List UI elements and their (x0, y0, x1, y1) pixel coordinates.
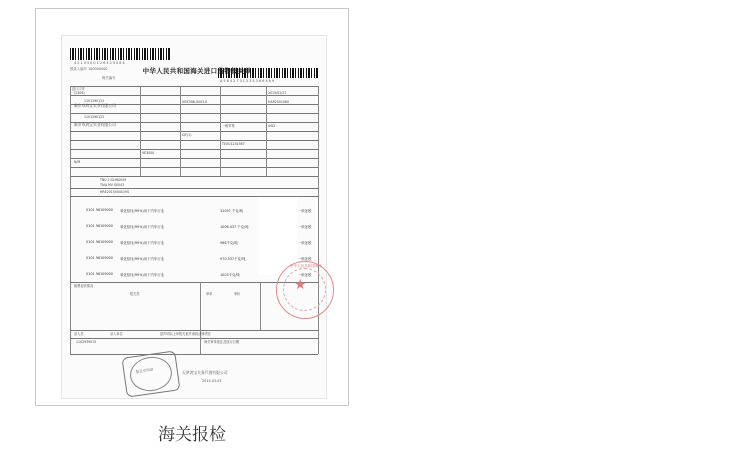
document-image-frame[interactable] (35, 8, 349, 406)
voucher: HRE2015/0001/VS (100, 190, 130, 194)
footer-label: 海关审单批注及放行日期 (204, 340, 240, 344)
remarks-label: 录入员 (74, 332, 84, 336)
currency: USD (268, 124, 275, 128)
goods-item-4-tax: 一般征税 (298, 257, 312, 261)
receiver-code: 1101290122 (84, 99, 105, 103)
goods-item-5-tax: 一般征税 (298, 273, 312, 277)
goods-item-3-qty: 966千克/吨 (220, 241, 238, 245)
agent-code: 1102939015 (76, 340, 97, 344)
goods-item-2-name: 氧化铝钛(99%)用于汽车行业 (120, 225, 165, 229)
goods-item-4-qty: 970.337千克/吨 (220, 257, 246, 261)
preentry-value: 100000000 (88, 67, 108, 71)
customs-declaration-document (61, 35, 327, 399)
vessel: TAIA MV S0043 (100, 183, 125, 187)
goods-item-1-qty: 31097 千克/吨 (220, 209, 244, 213)
consignee-code: 1101290122 (84, 115, 105, 119)
consignee-name: 新乡市鸿宝实业有限公司 (74, 122, 116, 127)
goods-item-5-name: 氧化铝钛(99%)用于汽车行业 (120, 273, 165, 277)
goods-item-1-code: 0101 96109000 (86, 208, 113, 212)
receiver-name: 新乡市鸿宝实业有限公司 (74, 103, 116, 108)
goods-item-3-code: 0101 96109000 (86, 240, 113, 244)
entry-unit-label: 录入单位 (110, 332, 123, 336)
container-number: TEXU1234567 (222, 142, 245, 146)
transport-id: VS9708L5003.0 (182, 100, 208, 104)
preentry-label: 预录入编号 (70, 67, 87, 71)
star-icon: ★ (294, 277, 307, 293)
goods-item-4-name: 氧化铝钛(99%)用于汽车行业 (120, 257, 165, 261)
barcode-top-left-number: 4 2 1 0 5 0 0 1 2 6 4 2 9 5 8 4 (74, 61, 125, 65)
tax-header-2: 报关员 (130, 292, 140, 296)
declare-date: 2015/02/27 (268, 91, 287, 95)
goods-item-4-code: 0101 96109000 (86, 256, 113, 260)
goods-item-3-tax: 一般征税 (298, 241, 312, 245)
customs-number-label: 海关编号 (102, 76, 116, 80)
image-caption: 海关报检 (158, 425, 226, 445)
document-title: 中华人民共和国海关进口货物报关单 (142, 67, 252, 75)
country: CIF(1) (182, 133, 192, 137)
import-port-label: 进口口岸 (72, 87, 85, 91)
agent-seal-text: 报关专用章 (135, 367, 154, 375)
agent-name: 天津鸿宝关务代理有限公司 (182, 370, 228, 375)
trade-mode: 一般贸易 (222, 124, 235, 128)
agent-seal-stamp (121, 350, 180, 397)
customs-red-seal (276, 261, 334, 319)
contract-number: VE3000 (142, 151, 155, 155)
goods-item-1-name: 氧化铝钛(99%)用于汽车行业 (120, 209, 165, 213)
tax-header-3: 审单 (206, 292, 213, 296)
date-line: 2015.03.03 (202, 379, 222, 383)
barcode-top-right-number: A 5 6 4 2 7 3 1 5 3 5 3 6 6 4 6 9 (220, 79, 275, 83)
goods-item-2-qty: 1006.437 千克/吨 (220, 225, 249, 229)
import-port-value: (2306) (74, 91, 85, 95)
goods-item-2-code: 0101 96109000 (86, 224, 113, 228)
spec-note: TBU 2 ID:W0059 (100, 178, 127, 182)
customs-seal-text: 中华人民共和国海关 (289, 264, 323, 268)
goods-item-3-name: 氧化铝钛(99%)用于汽车行业 (120, 241, 165, 245)
tax-header-1: 税费征收情况 (74, 284, 94, 288)
bill-number: HAR2001080 (268, 100, 289, 104)
goods-item-5-code: 0101 96109000 (86, 272, 113, 276)
tax-header-4: 审价 (234, 292, 241, 296)
marks: N/M (74, 160, 81, 164)
goods-item-1-tax: 一般征税 (298, 209, 312, 213)
declare-statement: 兹声明以上申报无讹并承担法律责任 (160, 332, 211, 336)
goods-item-2-tax: 一般征税 (298, 225, 312, 229)
barcode-top-left (70, 48, 170, 60)
goods-item-5-qty: 1003千克/吨 (220, 273, 240, 277)
